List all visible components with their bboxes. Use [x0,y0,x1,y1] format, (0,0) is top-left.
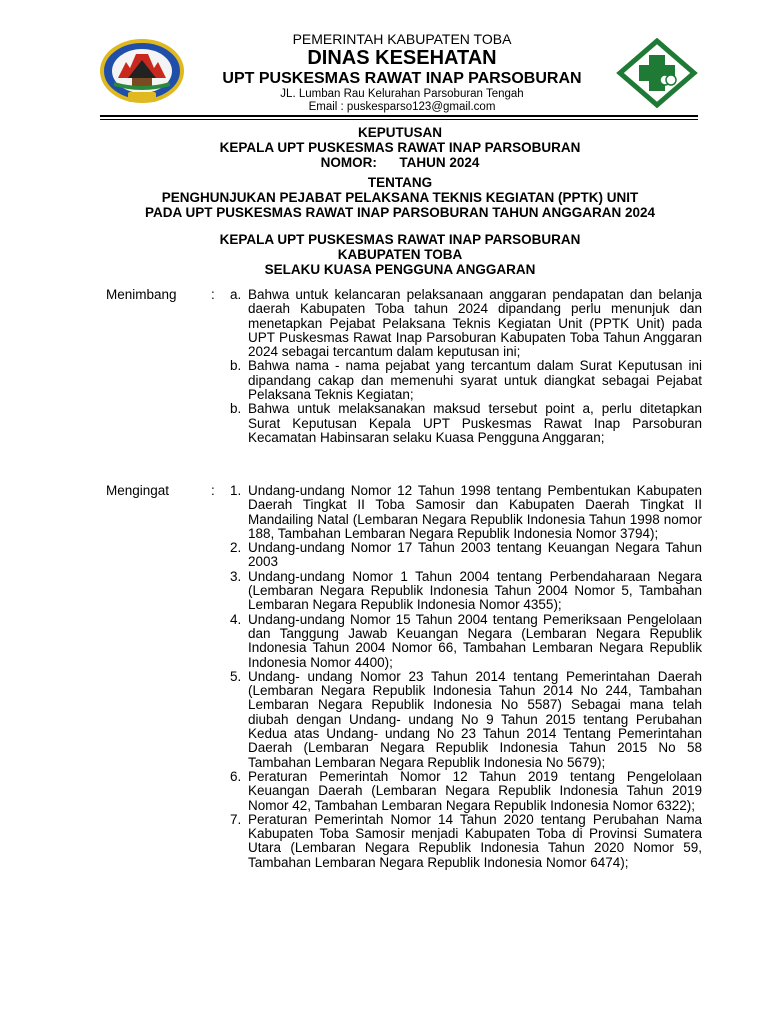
menimbang-section [106,288,702,445]
list-item: b. Bahwa nama - nama pejabat yang tercantum dalam Surat Keputusan ini dipandang cakap dan memenuhi syarat untuk diangkat sebagai Pejabat Pelaksana Teknis Kegiatan; [230,358,702,403]
decree-title: KEPUTUSAN KEPALA UPT PUSKESMAS RAWAT INAP PARSOBURAN NOMOR: TAHUN 2024 [219,125,581,170]
agency-name: DINAS KESEHATAN [307,47,497,69]
mengingat-list [106,484,702,870]
decree-subject: TENTANG PENGHUNJUKAN PEJABAT PELAKSANA TEKNIS KEGIATAN (PPTK) UNIT PADA UPT PUSKESMAS RAWAT INAP PARSOBURAN TAHUN ANGGARAN 2024 [144,175,656,220]
puskesmas-cross-logo-icon [615,38,699,108]
email: Email : puskesparso123@gmail.com [308,101,496,113]
list-item: 3. Undang-undang Nomor 1 Tahun 2004 tentang Perbendaharaan Negara (Lembaran Negara Republik Indonesia Tahun 2004 Nomor 5, Tambahan Lembaran Negara Republik Indonesia Nomor 4355); [230,568,702,613]
decree-authority: KEPALA UPT PUSKESMAS RAWAT INAP PARSOBURAN KABUPATEN TOBA SELAKU KUASA PENGGUNA ANGGARAN [219,232,581,277]
list-item: a. Bahwa untuk kelancaran pelaksanaan anggaran pendapatan dan belanja daerah Kabupaten Toba tahun 2024 dipandang perlu menunjuk dan menetapkan Pejabat Pelaksana Teknis Kegiatan Unit (PPTK Unit) pada UPT Puskesmas Rawat Inap Parsoburan Kabupaten Toba Tahun Anggaran 2024 sebagai tercantum dalam keputusan ini; [230,287,702,360]
list-item: 6. Peraturan Pemerintah Nomor 12 Tahun 2019 tentang Pengelolaan Keuangan Daerah (Lembaran Negara Republik Indonesia Tahun 2019 Nomor 42, Tambahan Lembaran Negara Republik Indonesia Nomor 6322); [230,768,702,813]
list-item: 2. Undang-undang Nomor 17 Tahun 2003 tentang Keuangan Negara Tahun 2003 [230,540,702,570]
menimbang-label: Menimbang [106,287,177,302]
letterhead-rule-thin [100,119,698,120]
address: JL. Lumban Rau Kelurahan Parsoburan Tengah [280,88,524,100]
list-item: 5. Undang- undang Nomor 23 Tahun 2014 tentang Pemerintahan Daerah (Lembaran Negara Republik Indonesia Tahun 2014 No 244, Tambahan Lembaran Negara Republik Indonesia No 5587) Sebagai mana telah diubah dengan Undang- undang No 9 Tahun 2015 tentang Perubahan Kedua atas Undang- undang No 23 Tahun 2014 Tentang Pemerintahan Daerah (Lembaran Negara Republik Indonesia Tahun 2015 No 58 Tambahan Lembaran Negara Republik Indonesia No 5679); [230,668,702,770]
mengingat-colon: : [211,483,215,498]
institution-name: UPT PUSKESMAS RAWAT INAP PARSOBURAN [222,70,582,87]
menimbang-colon: : [211,287,215,302]
mengingat-section [106,484,702,870]
list-item: 1. Undang-undang Nomor 12 Tahun 1998 tentang Pembentukan Kabupaten Daerah Tingkat II Toba Samosir dan Kabupaten Daerah Tingkat II Mandailing Natal (Lembaran Negara Republik Indonesia Tahun 1998 nomor 188, Tambahan Lembaran Negara Republik Indonesia Nomor 3794); [230,483,702,541]
letterhead [190,31,614,114]
list-item: b. Bahwa untuk melaksanakan maksud tersebut point a, perlu ditetapkan Surat Keputusan Kepala UPT Puskesmas Rawat Inap Parsoburan Kecamatan Habinsaran selaku Kuasa Pengguna Anggaran; [230,401,702,445]
toba-regency-emblem-icon [100,38,184,106]
mengingat-label: Mengingat [106,483,170,498]
list-item: 4. Undang-undang Nomor 15 Tahun 2004 tentang Pemeriksaan Pengelolaan dan Tanggung Jawab Keuangan Negara (Lembaran Negara Republik Indonesia Tahun 2004 Nomor 66, Tambahan Lembaran Negara Republik Indonesia Nomor 4400); [230,611,702,670]
menimbang-list [106,288,702,445]
list-item: 7. Peraturan Pemerintah Nomor 14 Tahun 2020 tentang Perubahan Nama Kabupaten Toba Samosir menjadi Kabupaten Toba di Provinsi Sumatera Utara (Lembaran Negara Republik Indonesia Tahun 2020 Nomor 59, Tambahan Lembaran Negara Republik Indonesia Nomor 6474); [230,811,702,870]
letterhead-rule-thick [100,115,698,117]
government-name: PEMERINTAH KABUPATEN TOBA [292,31,512,47]
